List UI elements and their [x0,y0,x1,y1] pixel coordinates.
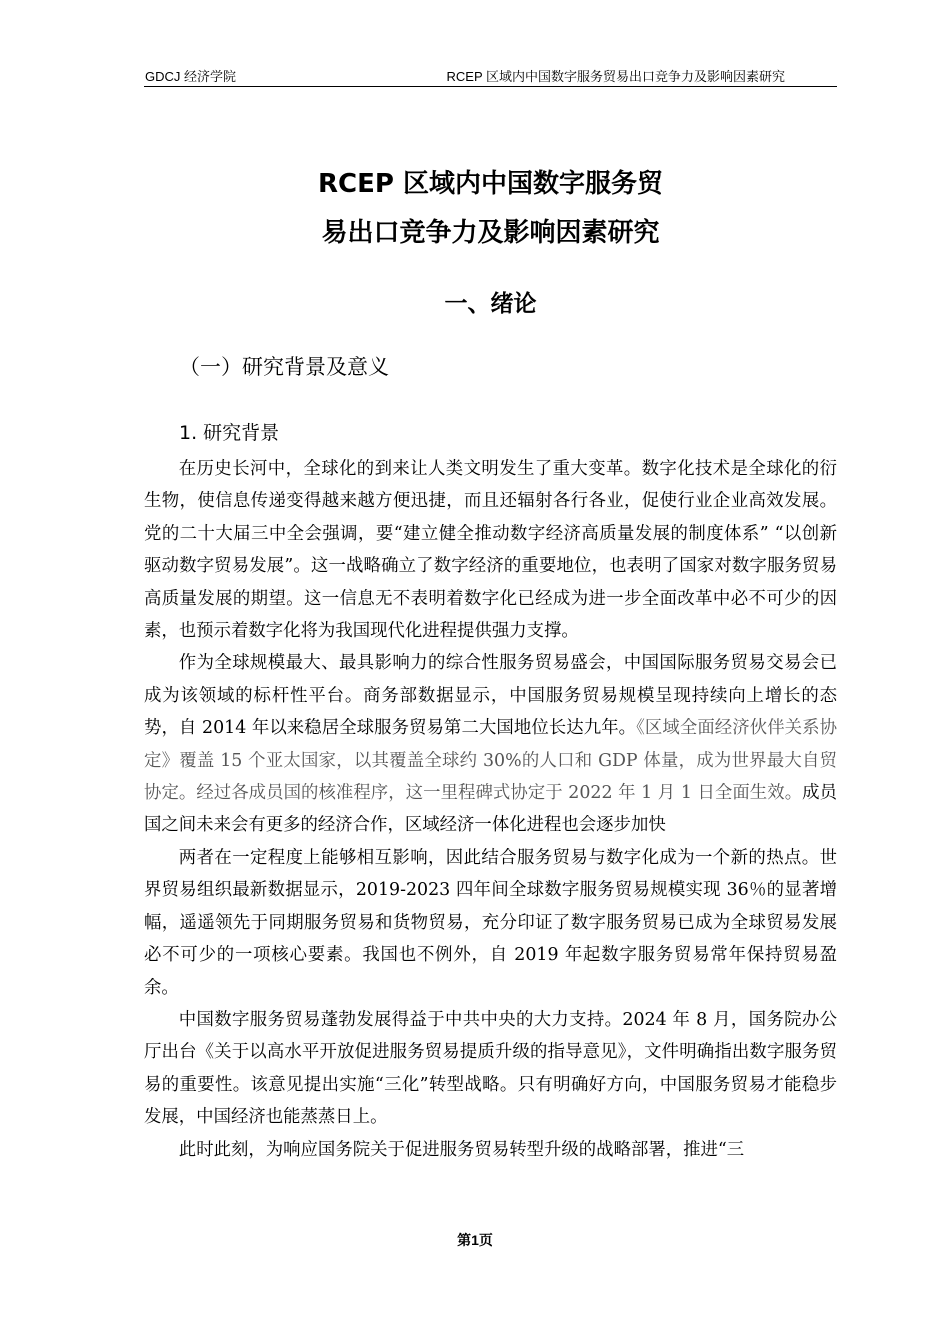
paragraph-1: 在历史长河中，全球化的到来让人类文明发生了重大变革。数字化技术是全球化的衍生物，使信息传递变得越来越方便迅捷，而且还辐射各行各业，促使行业企业高效发展。党的二十大届三中全会强调，要“建立健全推动数字经济高质量发展的制度体系” “以创新驱动数字贸易发展”。这一战略确立了数字经济的重要地位，也表明了国家对数字服务贸易高质量发展的期望。这一信息无不表明着数字化已经成为进一步全面改革中必不可少的因素，也预示着数字化将为我国现代化进程提供强力支撑。 [144,459,837,642]
document-title-line-1: RCEP 区域内中国数字服务贸 [318,169,663,199]
paragraph-2-part-1: 作为全球规模最大、最具影响力的综合性服务贸易盛会，中国国际服务贸易交易会已成为该领域的标杆性平台。商务部数据显示，中国服务贸易规模呈现持续向上增长的态势，自 2014 年以来稳居全球服务贸易第二大国地位长达九年。 [144,653,837,739]
paragraph-2-cited-text: 《区域全面经济伙伴关系协定》覆盖 15 个亚太国家，以其覆盖全球约 30%的人口和 GDP 体量，成为世界最大自贸协定。经过各成员国的核准程序，这一里程碑式协定于 2022 年 1 月 1 日全面生效。 [144,718,837,804]
chapter-heading: 一、绪论 [444,291,537,317]
section-heading: （一）研究背景及意义 [179,355,389,379]
document-title-line-2: 易出口竞争力及影响因素研究 [321,218,660,248]
paragraph-4: 中国数字服务贸易蓬勃发展得益于中共中央的大力支持。2024 年 8 月，国务院办公厅出台《关于以高水平开放促进服务贸易提质升级的指导意见》，文件明确指出数字服务贸易的重要性。该意见提出实施“三化”转型战略。只有明确好方向，中国服务贸易才能稳步发展，中国经济也能蒸蒸日上。 [144,1009,837,1128]
page-number: 第1页 [457,1232,493,1248]
body-text [144,453,837,1166]
header-divider [144,86,837,87]
paragraph-2 [144,647,837,841]
subsection-heading: 1. 研究背景 [179,422,280,444]
paragraph-5: 此时此刻，为响应国务院关于促进服务贸易转型升级的战略部署，推进“三 [178,1139,745,1160]
paragraph-2-part-3: 成员国之间未来会有更多的经济合作，区域经济一体化进程也会逐步加快 [144,783,837,836]
running-header-left: GDCJ 经济学院 [145,69,237,84]
paragraph-3: 两者在一定程度上能够相互影响，因此结合服务贸易与数字化成为一个新的热点。世界贸易组织最新数据显示，2019-2023 四年间全球数字服务贸易规模实现 36％的显著增幅，遥遥领先于同期服务贸易和货物贸易，充分印证了数字服务贸易已成为全球贸易发展必不可少的一项核心要素。我国也不例外，自 2019 年起数字服务贸易常年保持贸易盈余。 [144,847,837,998]
running-header-right: RCEP 区域内中国数字服务贸易出口竞争力及影响因素研究 [446,69,785,84]
